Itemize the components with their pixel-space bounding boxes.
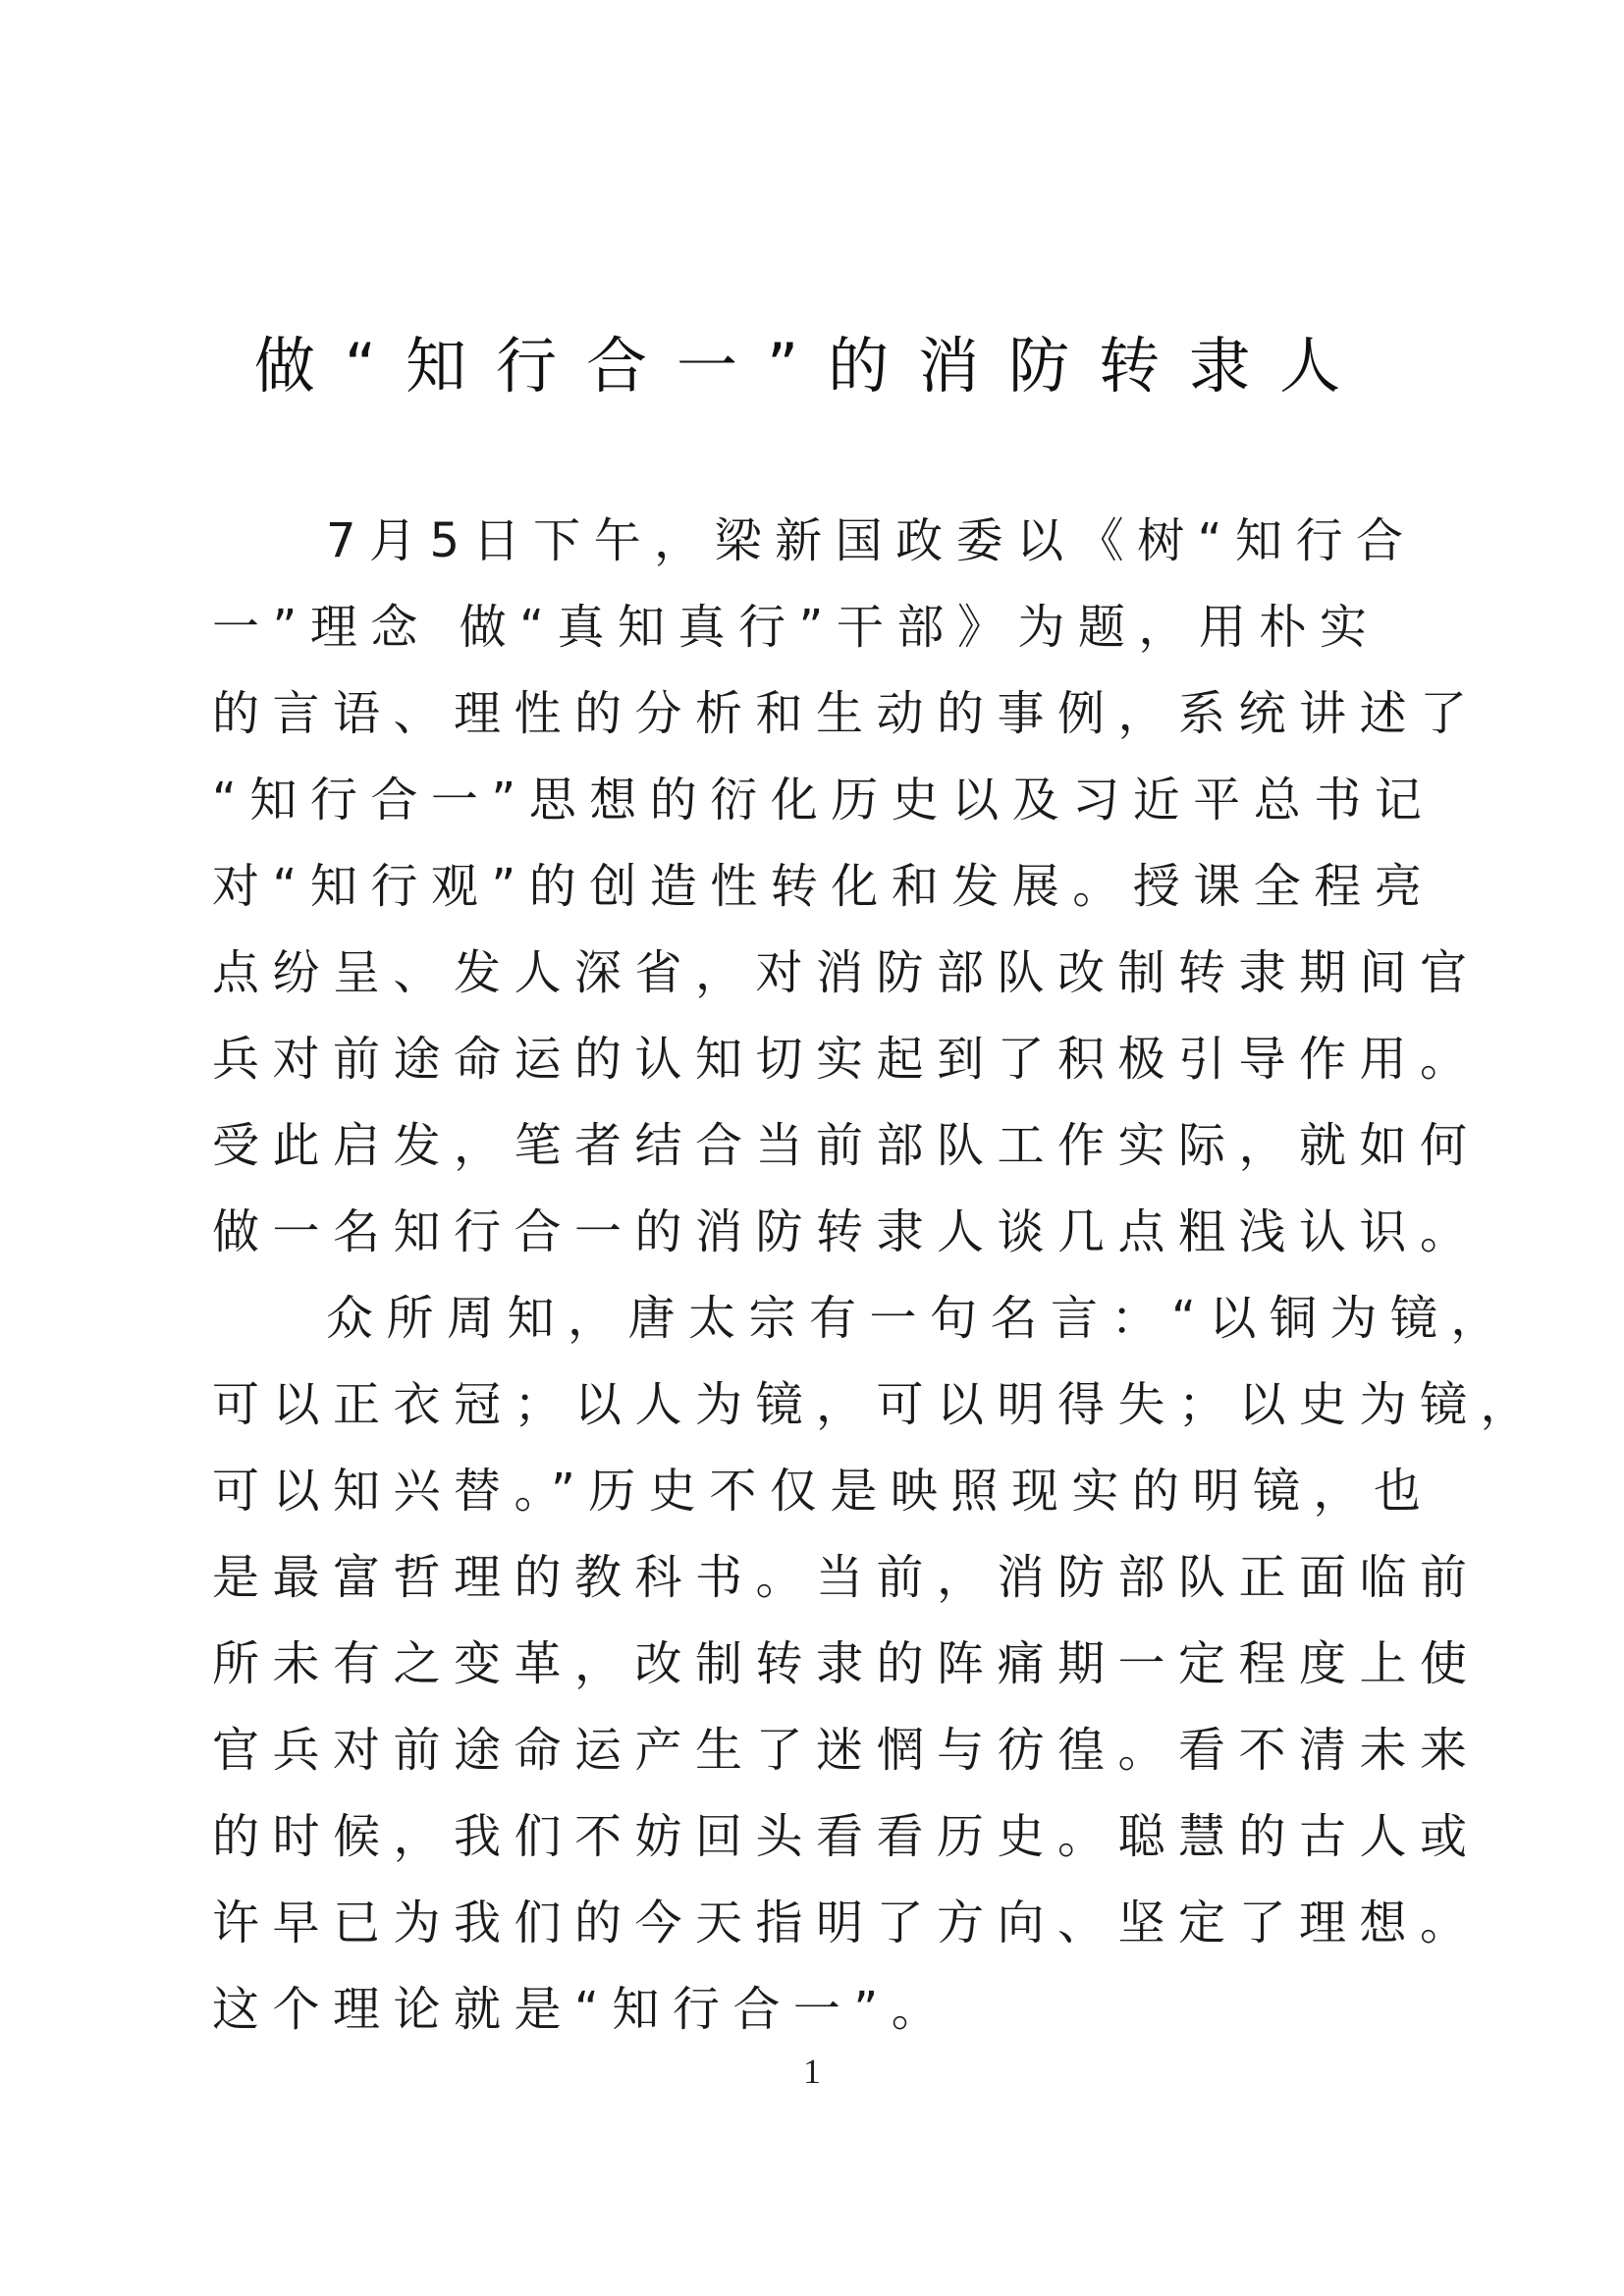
paragraph-2-line-8: 许早已为我们的今天指明了方向、坚定了理想。 <box>212 1896 1481 1950</box>
document-title: 做“知行合一”的消防转隶人 <box>253 330 1371 401</box>
paragraph-2-line-5: 所未有之变革，改制转隶的阵痛期一定程度上使 <box>212 1636 1481 1691</box>
paragraph-1-line-6: 点纷呈、发人深省，对消防部队改制转隶期间官 <box>212 945 1481 1000</box>
paragraph-1-line-3: 的言语、理性的分析和生动的事例，系统讲述了 <box>212 686 1481 741</box>
paragraph-2-line-1: 众所周知，唐太宗有一句名言：“以铜为镜， <box>326 1291 1511 1346</box>
paragraph-1-line-8: 受此启发，笔者结合当前部队工作实际，就如何 <box>212 1118 1481 1173</box>
paragraph-1-line-1: 7月5日下午，梁新国政委以《树“知行合 <box>326 513 1417 568</box>
paragraph-2-line-4: 是最富哲理的教科书。当前，消防部队正面临前 <box>212 1550 1481 1605</box>
paragraph-1-line-9: 做一名知行合一的消防转隶人谈几点粗浅认识。 <box>212 1204 1481 1259</box>
paragraph-2-line-9: 这个理论就是“知行合一”。 <box>212 1982 952 2037</box>
paragraph-1-line-5: 对“知行观”的创造性转化和发展。授课全程亮 <box>212 859 1435 914</box>
paragraph-1-line-2: 一”理念 做“真知真行”干部》为题，用朴实 <box>212 600 1380 655</box>
paragraph-1-line-4: “知行合一”思想的衍化历史以及习近平总书记 <box>212 773 1435 828</box>
page-number: 1 <box>803 2052 821 2091</box>
document-body <box>212 498 1542 2053</box>
paragraph-1-line-7: 兵对前途命运的认知切实起到了积极引导作用。 <box>212 1032 1481 1087</box>
paragraph-2-line-3: 可以知兴替。”历史不仅是映照现实的明镜，也 <box>212 1464 1435 1519</box>
paragraph-2-line-2: 可以正衣冠；以人为镜，可以明得失；以史为镜， <box>212 1377 1542 1432</box>
paragraph-2-line-6: 官兵对前途命运产生了迷惘与彷徨。看不清未来 <box>212 1723 1481 1778</box>
paragraph-2-line-7: 的时候，我们不妨回头看看历史。聪慧的古人或 <box>212 1809 1481 1864</box>
